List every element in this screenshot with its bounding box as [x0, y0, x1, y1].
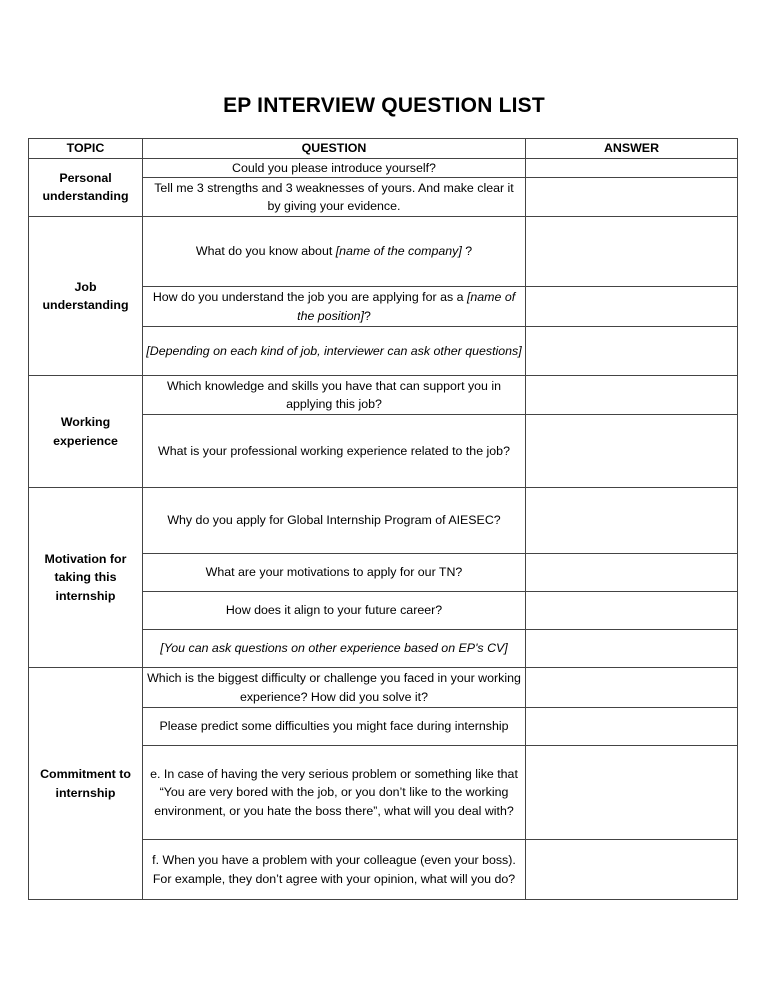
answer-header: ANSWER — [526, 139, 738, 159]
question-cell: e. In case of having the very serious problem or something like that “You are very bored with the job, or you don’t like to the working environment, or you hate the boss there”, what will you deal with? — [143, 746, 526, 840]
question-text: ? — [461, 244, 473, 259]
question-cell: [Depending on each kind of job, interviewer can ask other questions] — [143, 327, 526, 376]
question-cell: Which knowledge and skills you have that can support you in applying this job? — [143, 376, 526, 415]
question-cell: What is your professional working experience related to the job? — [143, 415, 526, 488]
answer-cell[interactable] — [526, 840, 738, 900]
answer-cell[interactable] — [526, 327, 738, 376]
answer-cell[interactable] — [526, 158, 738, 178]
question-text: How do you understand the job you are applying for as a — [152, 290, 467, 304]
answer-cell[interactable] — [526, 592, 738, 630]
answer-cell[interactable] — [526, 415, 738, 488]
question-cell: Please predict some difficulties you might face during internship — [143, 708, 526, 746]
question-cell — [143, 287, 526, 327]
topic-header: TOPIC — [29, 139, 143, 159]
interview-question-table — [28, 138, 738, 900]
table-header-row — [29, 139, 738, 159]
answer-cell[interactable] — [526, 630, 738, 668]
topic-working-experience: Working experience — [29, 376, 143, 488]
topic-motivation: Motivation for taking this internship — [29, 488, 143, 668]
answer-cell[interactable] — [526, 488, 738, 554]
answer-cell[interactable] — [526, 554, 738, 592]
table-row — [29, 376, 738, 415]
page-title: EP INTERVIEW QUESTION LIST — [223, 94, 545, 117]
answer-cell[interactable] — [526, 217, 738, 287]
answer-cell[interactable] — [526, 708, 738, 746]
table-row — [29, 217, 738, 287]
question-cell — [143, 217, 526, 287]
answer-cell[interactable] — [526, 668, 738, 708]
question-text: What do you know about — [195, 244, 336, 259]
question-cell: Which is the biggest difficulty or challenge you faced in your working experience? How did you solve it? — [143, 668, 526, 708]
answer-cell[interactable] — [526, 746, 738, 840]
question-header: QUESTION — [143, 139, 526, 159]
answer-cell[interactable] — [526, 178, 738, 217]
question-cell: Could you please introduce yourself? — [143, 158, 526, 178]
answer-cell[interactable] — [526, 376, 738, 415]
question-cell: Tell me 3 strengths and 3 weaknesses of yours. And make clear it by giving your evidence. — [143, 178, 526, 217]
question-cell: f. When you have a problem with your colleague (even your boss). For example, they don’t agree with your opinion, what will you do? — [143, 840, 526, 900]
question-text: ? — [363, 308, 371, 323]
topic-job-understanding: Job understanding — [29, 217, 143, 376]
topic-commitment: Commitment to internship — [29, 668, 143, 900]
topic-personal-understanding: Personal understanding — [29, 158, 143, 217]
question-cell: [You can ask questions on other experience based on EP's CV] — [143, 630, 526, 668]
question-cell: How does it align to your future career? — [143, 592, 526, 630]
company-placeholder: [name of the company] — [335, 244, 462, 259]
question-cell: Why do you apply for Global Internship Program of AIESEC? — [143, 488, 526, 554]
table-row — [29, 158, 738, 178]
answer-cell[interactable] — [526, 287, 738, 327]
question-cell: What are your motivations to apply for our TN? — [143, 554, 526, 592]
table-row — [29, 668, 738, 708]
position-placeholder: [name of the position] — [297, 290, 516, 323]
table-row — [29, 488, 738, 554]
